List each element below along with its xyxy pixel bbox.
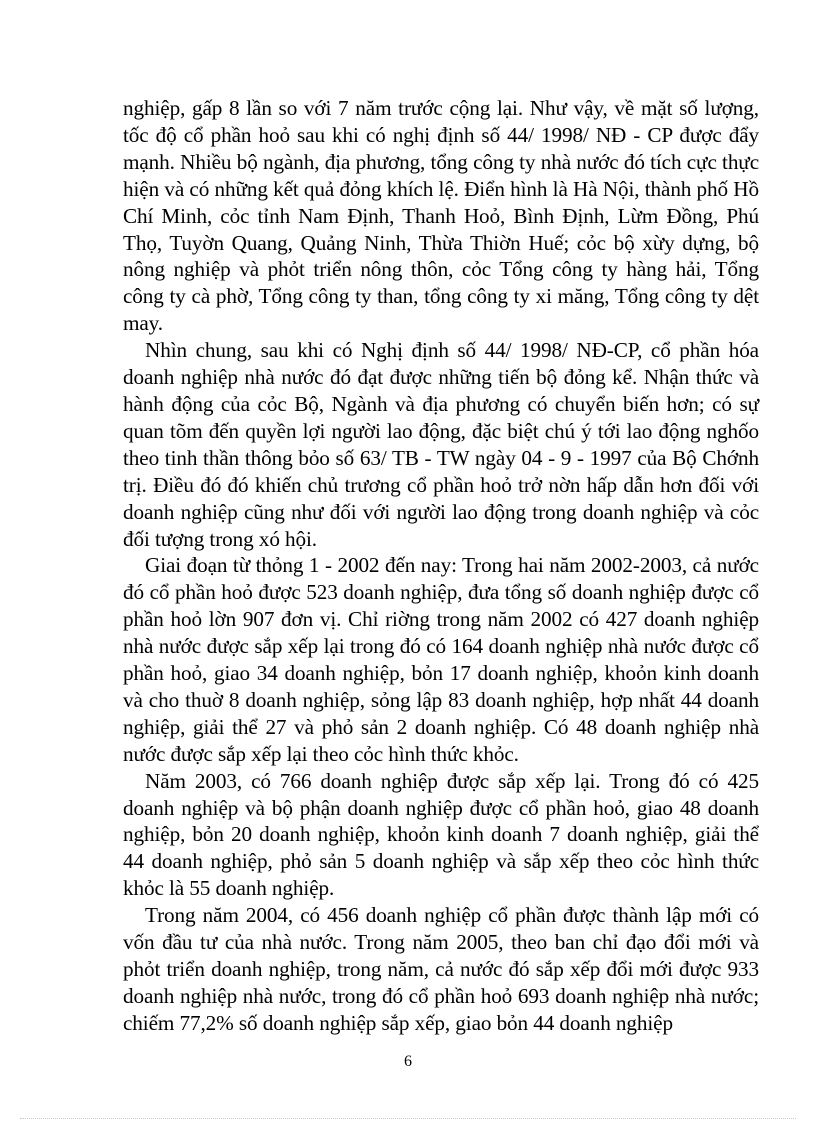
paragraph-3: Giai đoạn từ thỏng 1 - 2002 đến nay: Trong hai năm 2002-2003, cả nước đó cổ phần hoỏ được 523 doanh nghiệp, đưa tổng số doanh nghiệp được cổ phần hoỏ lờn 907 đơn vị. Chỉ riờng trong năm 2002 có 427 doanh nghiệp nhà nước được sắp xếp lại trong đó có 164 doanh nghiệp nhà nước được cổ phần hoỏ, giao 34 doanh nghiệp, bỏn 17 doanh nghiệp, khoỏn kinh doanh và cho thuờ 8 doanh nghiệp, sỏng lập 83 doanh nghiệp, hợp nhất 44 doanh nghiệp, giải thể 27 và phỏ sản 2 doanh nghiệp. Có 48 doanh nghiệp nhà nước được sắp xếp lại theo cỏc hình thức khỏc. — [123, 553, 759, 766]
paragraph-2: Nhìn chung, sau khi có Nghị định số 44/ 1998/ NĐ-CP, cổ phần hóa doanh nghiệp nhà nước đó đạt được những tiến bộ đỏng kể. Nhận thức và hành động của cỏc Bộ, Ngành và địa phương có chuyển biến hơn; có sự quan tõm đến quyền lợi người lao động, đặc biệt chú ý tới lao động nghốo theo tinh thần thông bỏo số 63/ TB - TW ngày 04 - 9 - 1997 của Bộ Chớnh trị. Điều đó đó khiến chủ trương cổ phần hoỏ trở nờn hấp dẫn hơn đối với doanh nghiệp cũng như đối với người lao động trong doanh nghiệp và cỏc đối tượng trong xó hội. — [123, 338, 759, 551]
page-number: 6 — [404, 1053, 412, 1070]
paragraph-5: Trong năm 2004, có 456 doanh nghiệp cổ phần được thành lập mới có vốn đầu tư của nhà nước. Trong năm 2005, theo ban chỉ đạo đổi mới và phỏt triển doanh nghiệp, trong năm, cả nước đó sắp xếp đổi mới được 933 doanh nghiệp nhà nước, trong đó cổ phần hoỏ 693 doanh nghiệp nhà nước; chiếm 77,2% số doanh nghiệp sắp xếp, giao bỏn 44 doanh nghiệp — [123, 903, 759, 1035]
page-bottom-divider — [20, 1118, 796, 1119]
body-text — [123, 95, 759, 1037]
paragraph-4: Năm 2003, có 766 doanh nghiệp được sắp xếp lại. Trong đó có 425 doanh nghiệp và bộ phận doanh nghiệp được cổ phần hoỏ, giao 48 doanh nghiệp, bỏn 20 doanh nghiệp, khoỏn kinh doanh 7 doanh nghiệp, giải thể 44 doanh nghiệp, phỏ sản 5 doanh nghiệp và sắp xếp theo cỏc hình thức khỏc là 55 doanh nghiệp. — [123, 768, 759, 901]
paragraph-1: nghiệp, gấp 8 lần so với 7 năm trước cộng lại. Như vậy, về mặt số lượng, tốc độ cổ phần hoỏ sau khi có nghị định số 44/ 1998/ NĐ - CP được đẩy mạnh. Nhiều bộ ngành, địa phương, tổng công ty nhà nước đó tích cực thực hiện và có những kết quả đỏng khích lệ. Điển hình là Hà Nội, thành phố Hồ Chí Minh, cỏc tỉnh Nam Định, Thanh Hoỏ, Bình Định, Lừm Đồng, Phú Thọ, Tuyờn Quang, Quảng Ninh, Thừa Thiờn Huế; cỏc bộ xừy dựng, bộ nông nghiệp và phỏt triển nông thôn, cỏc Tổng công ty hàng hải, Tổng công ty cà phờ, Tổng công ty than, tổng công ty xi măng, Tổng công ty dệt may. — [123, 96, 759, 336]
